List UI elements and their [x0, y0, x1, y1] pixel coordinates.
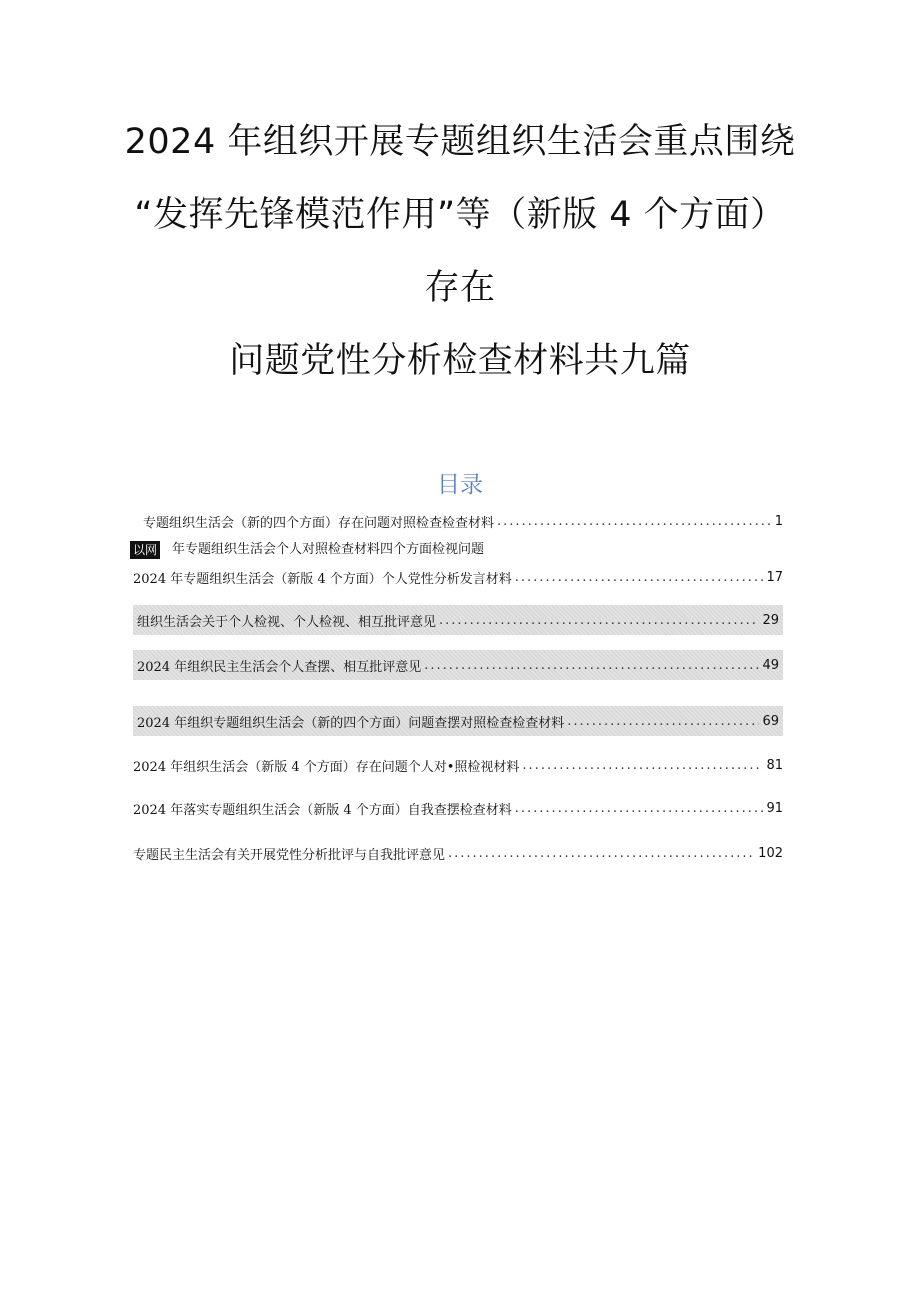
toc-heading: 目录: [437, 472, 483, 498]
document-title: [60, 122, 860, 417]
toc-entry-page: 29: [762, 612, 779, 628]
toc-entry-label: 专题组织生活会（新的四个方面）存在问题对照检查检查材料: [143, 515, 495, 531]
toc-entry-page: 81: [766, 757, 783, 773]
toc-entry-label: 组织生活会关于个人检视、个人检视、相互批评意见: [137, 614, 437, 630]
toc-entry-label: 2024 年组织民主生活会个人查摆、相互批评意见: [137, 659, 422, 675]
toc-leader-dots: [567, 714, 759, 729]
toc-leader-dots: [439, 613, 759, 628]
toc-entry-8[interactable]: [133, 797, 783, 819]
toc-entry-2-label[interactable]: 年专题组织生活会个人对照检查材料四个方面检视问题: [172, 542, 485, 557]
toc-entry-4[interactable]: [133, 605, 783, 635]
toc-entry-3[interactable]: [133, 566, 783, 588]
toc-leader-dots: [515, 801, 764, 816]
toc-leader-dots: [515, 570, 764, 585]
toc-entry-label: 2024 年组织专题组织生活会（新的四个方面）问题查摆对照检查检查材料: [137, 715, 565, 731]
title-line-4: 问题党性分析检查材料共九篇: [229, 341, 691, 381]
toc-leader-dots: [497, 514, 772, 529]
toc-entry-1[interactable]: [133, 510, 783, 532]
toc-entry-7[interactable]: [133, 754, 783, 776]
toc-entry-label: 2024 年专题组织生活会（新版 4 个方面）个人党性分析发言材料: [133, 571, 512, 587]
toc-entry-page: 69: [762, 713, 779, 729]
toc-entry-page: 49: [762, 657, 779, 673]
toc-badge: 以网: [130, 541, 160, 559]
toc-entry-6[interactable]: [133, 706, 783, 736]
toc-entry-page: 17: [766, 569, 783, 585]
toc-entry-label: 2024 年组织生活会（新版 4 个方面）存在问题个人对•照检视材料: [133, 759, 520, 775]
toc-entry-5[interactable]: [133, 650, 783, 680]
toc-entry-page: 1: [774, 513, 783, 529]
toc-leader-dots: [448, 846, 755, 861]
toc-entry-page: 102: [758, 845, 783, 861]
toc-leader-dots: [522, 758, 763, 773]
toc-entry-label: 2024 年落实专题组织生活会（新版 4 个方面）自我查摆检查材料: [133, 802, 512, 818]
toc-entry-9[interactable]: [133, 842, 783, 864]
toc-entry-page: 91: [766, 800, 783, 816]
toc-entry-label: 专题民主生活会有关开展党性分析批评与自我批评意见: [133, 847, 446, 863]
title-line-3: 存在: [424, 268, 496, 308]
title-line-2: “发挥先锋模范作用”等（新版 4 个方面）: [134, 195, 786, 235]
toc-leader-dots: [424, 658, 759, 673]
title-line-1: 2024 年组织开展专题组织生活会重点围绕: [124, 122, 796, 162]
